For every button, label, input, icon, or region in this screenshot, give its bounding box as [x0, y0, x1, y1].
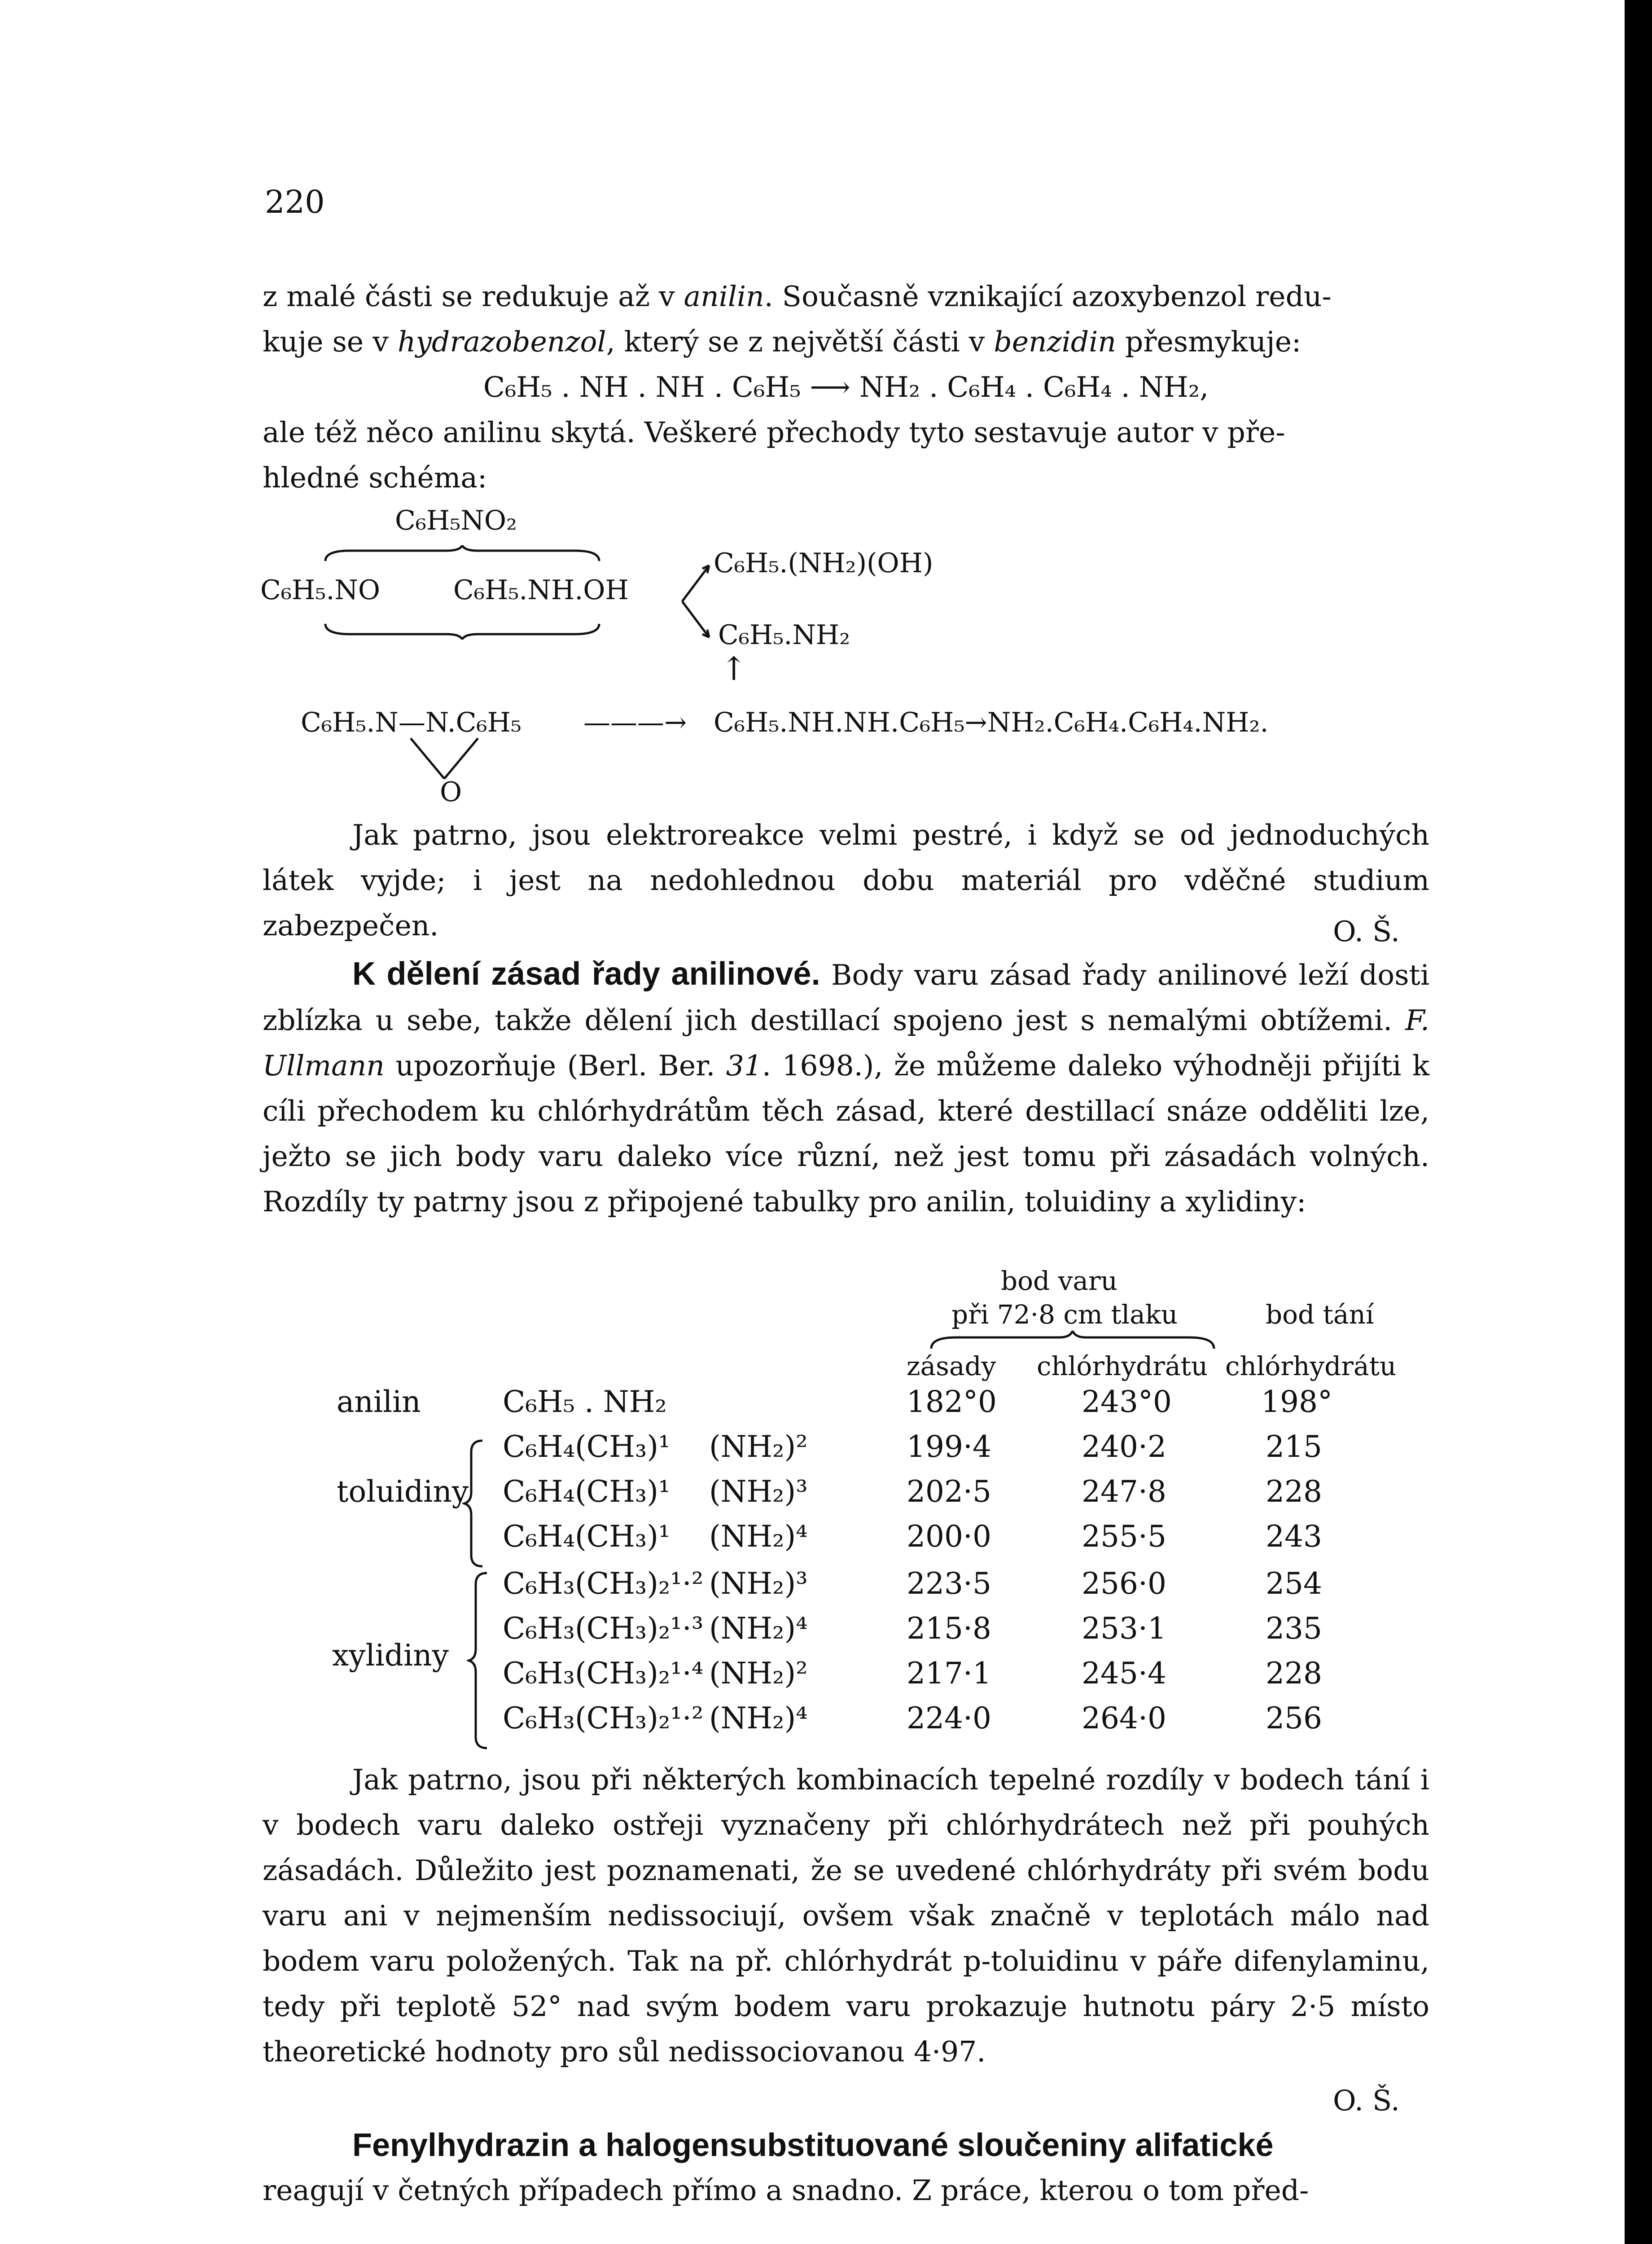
- row-melt: 235: [1266, 1611, 1322, 1646]
- text-line: hledné schéma:: [263, 461, 487, 494]
- aniline-product: C₆H₅.NH₂: [718, 619, 850, 651]
- text-run: z malé části se redukuje až v: [263, 280, 684, 313]
- text-run: kuje se v: [263, 325, 398, 358]
- row-formula: C₆H₅ . NH₂: [503, 1385, 667, 1419]
- row-substituent: (NH₂)³: [709, 1566, 808, 1601]
- row-base: 182°0: [907, 1385, 997, 1419]
- text-line: ale též něco anilinu skytá. Veškeré přechody tyto sestavuje autor v pře-: [263, 416, 1285, 449]
- author-name: F. Ullmann: [263, 1004, 1429, 1082]
- text-run: . 1698.), že můžeme daleko výhodněji přijíti k cíli přechodem ku chlórhydrátům těch zásad, které destillací snáze odděliti lze, ježto se jich body varu daleko více různí, než jest tomu při zásadách volných. Rozdíly ty patrny jsou z připojené tabulky pro anilin, toluidiny a xylidiny:: [263, 1049, 1429, 1218]
- text-run: přesmykuje:: [1116, 325, 1301, 358]
- row-base: 202·5: [907, 1474, 991, 1509]
- row-melt: 256: [1266, 1701, 1322, 1736]
- row-hcl: 256·0: [1082, 1566, 1166, 1601]
- group-label-anilin: anilin: [337, 1385, 421, 1419]
- section-anilines: [263, 951, 1429, 1224]
- row-base: 223·5: [907, 1566, 991, 1601]
- paragraph-3: [263, 1757, 1429, 2074]
- row-hcl: 245·4: [1082, 1656, 1166, 1691]
- column-hydrochloride-melt: chlórhydrátu: [1225, 1351, 1397, 1381]
- column-hydrochloride-boil: chlórhydrátu: [1037, 1351, 1208, 1381]
- row-formula: C₆H₃(CH₃)₂¹·²: [503, 1566, 704, 1601]
- section-phenylhydrazine-text: [263, 2168, 1429, 2213]
- row-hcl: 243°0: [1082, 1385, 1172, 1419]
- text-run: , který se z největší části v: [606, 325, 994, 358]
- column-base: zásady: [907, 1351, 996, 1381]
- phenylhydroxylamine: C₆H₅.NH.OH: [453, 574, 629, 606]
- paragraph-1: [263, 274, 1429, 500]
- hydrazo-benzidine-chain: C₆H₅.NH.NH.C₆H₅→NH₂.C₆H₄.C₆H₄.NH₂.: [714, 707, 1269, 738]
- volume-number: 31: [726, 1049, 762, 1082]
- row-hcl: 247·8: [1082, 1474, 1166, 1509]
- row-formula: C₆H₄(CH₃)¹: [503, 1429, 670, 1464]
- nitrosobenzene: C₆H₅.NO: [260, 574, 381, 606]
- group-label-xylidiny: xylidiny: [332, 1638, 449, 1673]
- paragraph-2: [263, 812, 1429, 948]
- paragraph-text: Jak patrno, jsou elektroreakce velmi pestré, i když se od jednoduchých látek vyjde; i jest na nedohlednou dobu materiál pro vděčné studium zabezpečen.: [263, 819, 1429, 942]
- section-phenylhydrazine: [263, 2123, 1429, 2169]
- text-run: . Současně vznikající azoxybenzol redu-: [764, 280, 1332, 313]
- row-formula: C₆H₄(CH₃)¹: [503, 1519, 670, 1554]
- row-melt: 198°: [1261, 1385, 1332, 1419]
- row-base: 215·8: [907, 1611, 991, 1646]
- row-base: 224·0: [907, 1701, 991, 1736]
- text-run: Body varu zásad řady anilinové leží dosti zblízka u sebe, takže dělení jich destillací spojeno jest s nemalými obtížemi.: [263, 959, 1429, 1037]
- header-pressure: při 72·8 cm tlaku: [951, 1299, 1178, 1330]
- signature: O. Š.: [1333, 2084, 1400, 2117]
- row-hcl: 253·1: [1082, 1611, 1166, 1646]
- italic-term: anilin: [684, 280, 764, 313]
- paragraph-text: reagují v četných případech přímo a snadno. Z práce, kterou o tom před-: [263, 2174, 1309, 2207]
- row-melt: 228: [1266, 1474, 1322, 1509]
- row-base: 199·4: [907, 1429, 991, 1464]
- reaction-arrow: ———→: [583, 707, 687, 738]
- nitrobenzene: C₆H₅NO₂: [395, 505, 517, 536]
- row-formula: C₆H₃(CH₃)₂¹·³: [503, 1611, 704, 1646]
- row-substituent: (NH₂)⁴: [709, 1519, 808, 1554]
- row-substituent: (NH₂)⁴: [709, 1701, 808, 1736]
- text-run: upozorňuje (Berl. Ber.: [384, 1049, 726, 1082]
- header-group: bod varu: [1001, 1266, 1118, 1296]
- header-melting: bod tání: [1266, 1299, 1374, 1330]
- xylidine-brace: [467, 1571, 489, 1750]
- italic-term: hydrazobenzol: [397, 325, 606, 358]
- branch-arrows: [678, 559, 718, 644]
- row-substituent: (NH₂)²: [709, 1429, 808, 1464]
- signature: O. Š.: [1333, 915, 1400, 948]
- row-substituent: (NH₂)²: [709, 1656, 808, 1691]
- paragraph-text: Jak patrno, jsou při některých kombinacích tepelné rozdíly v bodech tání i v bodech varu daleko ostřeji vyznačeny při chlórhydrátech než při pouhých zásadách. Důležito jest poznamenati, že se uvedené chlórhydráty při svém bodu varu ani v nejmenším nedissociují, ovšem však značně v teplotách málo nad bodem varu položených. Tak na př. chlórhydrát p-toluidinu v páře difenylaminu, tedy při teplotě 52° nad svým bodem varu prokazuje hutnotu páry 2·5 místo theoretické hodnoty pro sůl nedissociovanou 4·97.: [263, 1763, 1429, 2068]
- italic-term: benzidin: [994, 325, 1116, 358]
- text-line: [263, 319, 1429, 364]
- row-formula: C₆H₄(CH₃)¹: [503, 1474, 670, 1509]
- group-label-toluidiny: toluidiny: [337, 1474, 469, 1509]
- row-melt: 228: [1266, 1656, 1322, 1691]
- oxygen-atom: O: [440, 776, 462, 808]
- top-brace: [323, 545, 601, 563]
- row-hcl: 255·5: [1082, 1519, 1166, 1554]
- up-arrow-icon: ↑: [720, 650, 748, 688]
- row-melt: 254: [1266, 1566, 1322, 1601]
- header-brace: [929, 1331, 1216, 1351]
- bottom-brace: [323, 622, 601, 640]
- row-formula: C₆H₃(CH₃)₂¹·⁴: [503, 1656, 704, 1691]
- row-formula: C₆H₃(CH₃)₂¹·²: [503, 1701, 704, 1736]
- row-substituent: (NH₂)⁴: [709, 1611, 808, 1646]
- row-base: 200·0: [907, 1519, 991, 1554]
- aminophenol: C₆H₅.(NH₂)(OH): [714, 548, 933, 579]
- row-melt: 215: [1266, 1429, 1322, 1464]
- row-hcl: 264·0: [1082, 1701, 1166, 1736]
- page-number: 220: [265, 184, 325, 220]
- section-heading: K dělení zásad řady anilinové.: [352, 956, 820, 992]
- formula-line: C₆H₅ . NH . NH . C₆H₅ ⟶ NH₂ . C₆H₄ . C₆H₄ . NH₂,: [483, 371, 1209, 403]
- row-base: 217·1: [907, 1656, 991, 1691]
- row-hcl: 240·2: [1082, 1429, 1166, 1464]
- section-heading: Fenylhydrazin a halogensubstituované sloučeniny alifatické: [352, 2127, 1274, 2163]
- azoxybenzene: C₆H₅.N—N.C₆H₅: [301, 707, 521, 738]
- row-substituent: (NH₂)³: [709, 1474, 808, 1509]
- text-line: [263, 274, 1429, 319]
- row-melt: 243: [1266, 1519, 1322, 1554]
- toluidine-brace: [462, 1438, 485, 1569]
